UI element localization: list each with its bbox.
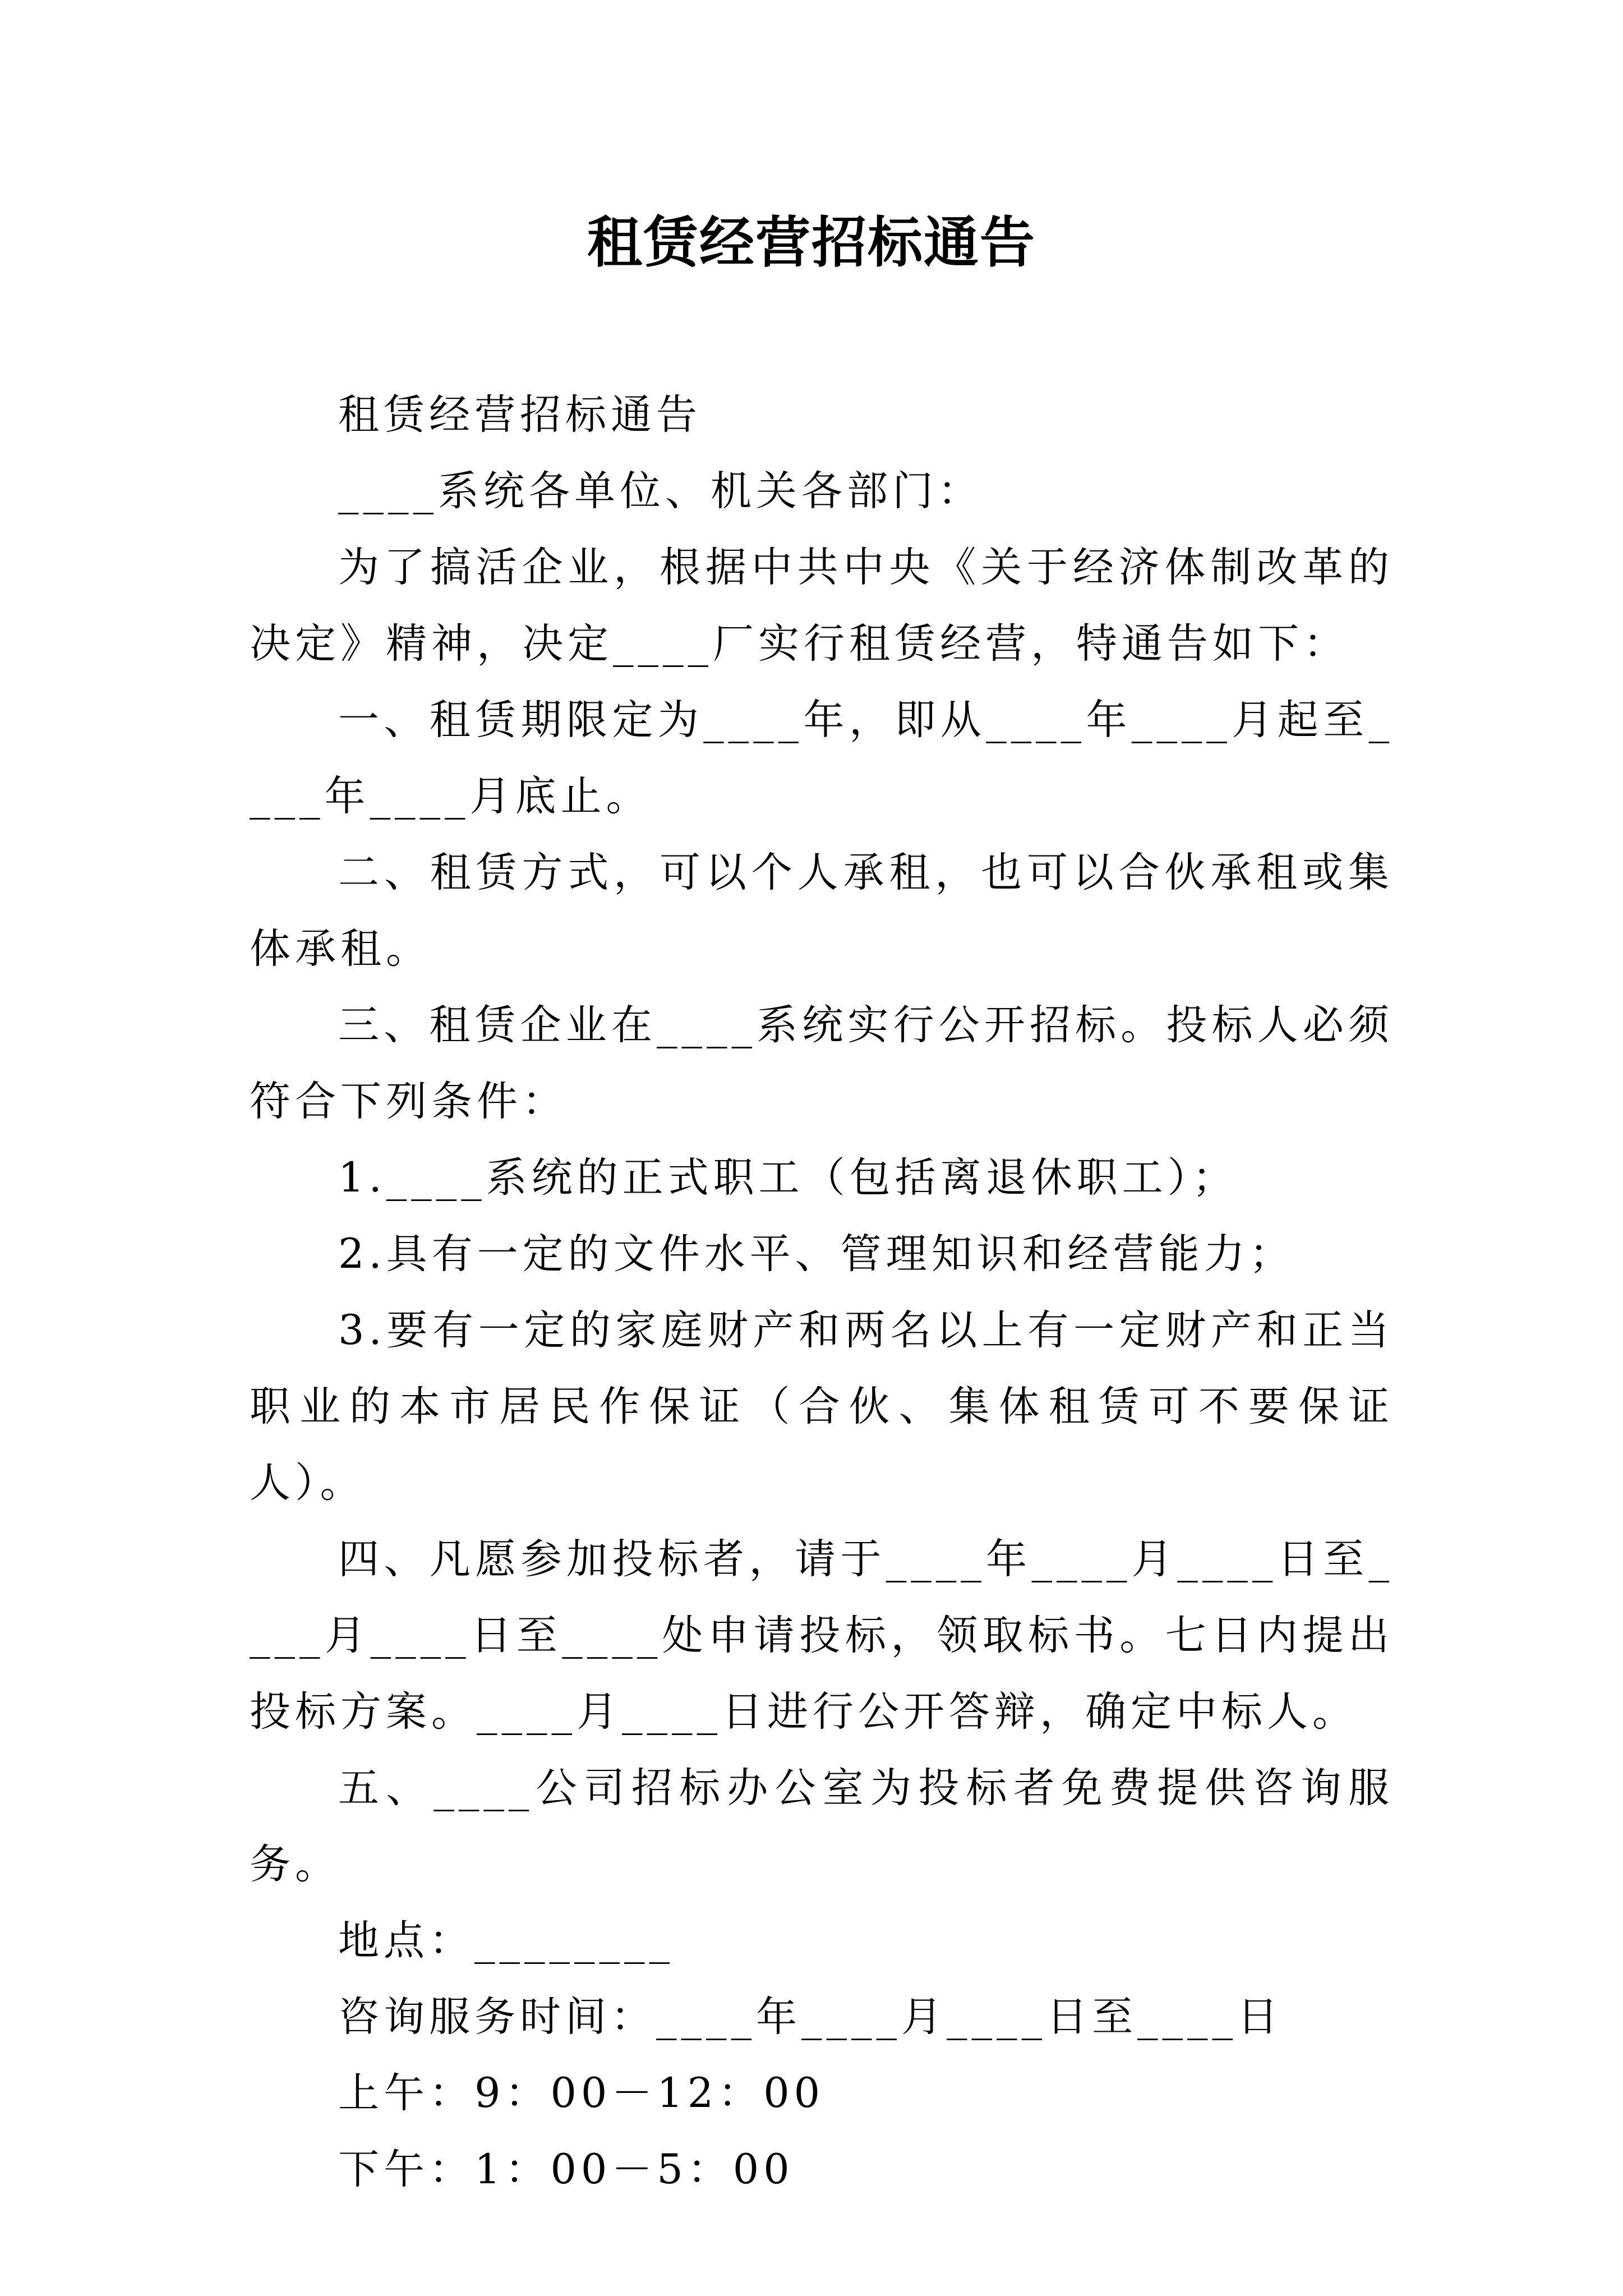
paragraph-location: 地点：________	[338, 1917, 674, 1964]
paragraph-item-4-application: 四、凡愿参加投标者，请于____年____月____日至____月____日至____处申请投标，领取标书。七日内提出投标方案。____月____日进行公开答辩，确定中标人。	[250, 1535, 1394, 1736]
paragraph-condition-1: 1.____系统的正式职工（包括离退休职工）；	[338, 1154, 1238, 1202]
document-body	[250, 377, 1394, 2208]
paragraph-item-5-consulting: 五、____公司招标办公室为投标者免费提供咨询服务。	[250, 1764, 1394, 1888]
paragraph-item-3-bidding: 三、租赁企业在____系统实行公开招标。投标人必须符合下列条件：	[250, 1001, 1394, 1125]
paragraph-afternoon-hours: 下午：1：00－5：00	[338, 2146, 794, 2193]
paragraph-salutation: ____系统各单位、机关各部门：	[338, 467, 983, 515]
paragraph-intro: 为了搞活企业，根据中共中央《关于经济体制改革的决定》精神，决定____厂实行租赁经营，特通告如下：	[250, 544, 1394, 668]
paragraph-condition-2: 2.具有一定的文件水平、管理知识和经营能力；	[338, 1230, 1295, 1278]
paragraph-service-time: 咨询服务时间：____年____月____日至____日	[338, 1993, 1283, 2041]
document-title: 租赁经营招标通告	[587, 210, 1036, 275]
paragraph-item-1-lease-term: 一、租赁期限定为____年，即从____年____月起至____年____月底止。	[250, 696, 1394, 820]
paragraph-heading: 租赁经营招标通告	[338, 391, 702, 439]
paragraph-item-2-lease-method: 二、租赁方式，可以个人承租，也可以合伙承租或集体承租。	[250, 849, 1394, 973]
paragraph-condition-3: 3.要有一定的家庭财产和两名以上有一定财产和正当职业的本市居民作保证（合伙、集体租赁可不要保证人）。	[250, 1306, 1394, 1507]
paragraph-morning-hours: 上午：9：00－12：00	[338, 2069, 825, 2117]
